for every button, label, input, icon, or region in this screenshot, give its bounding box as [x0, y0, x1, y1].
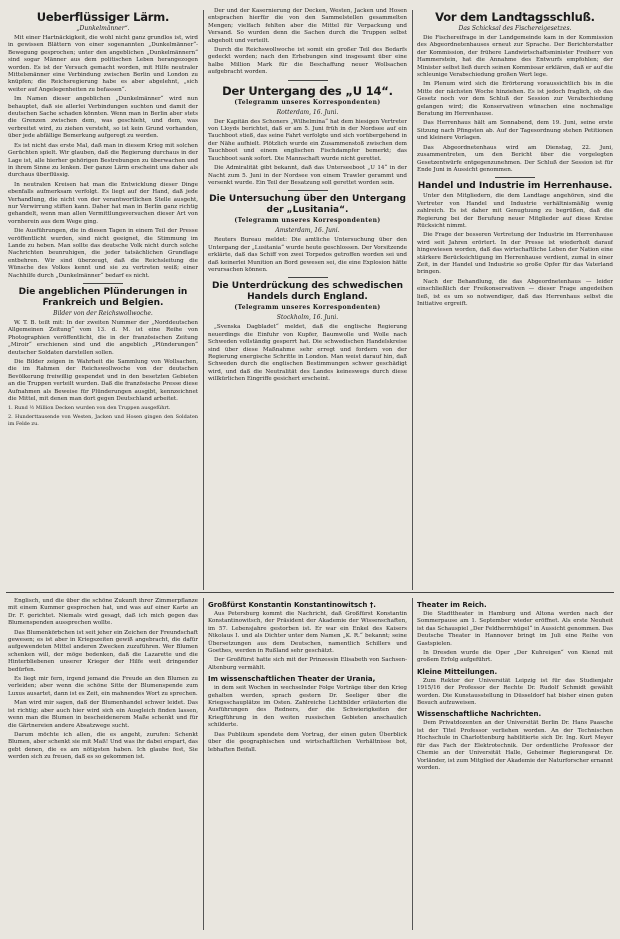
article-title: Die angeblichen Plünderungen in Frankreich und Belgien.: [18, 287, 188, 308]
article-title: Großfürst Konstantin Konstantinowitsch †.: [208, 601, 376, 609]
paragraph: Die Ausführungen, die in diesen Tagen in einem Teil der Presse veröffentlicht wurden, sind nicht geeignet, die Stimmung im Lande zu heben. Man sollte das deutsche Volk nicht durch solche Nachrichten beunruhigen, die jeder tatsächlichen Grundlage entbehren. Wir sind überzeugt, daß die Reichsleitung die Wünsche des Volkes kennt und sie zu vertreten weiß; einer Nachhilfe durch „Dunkelmänner“ bedarf es nicht.: [8, 228, 198, 279]
column-right: [417, 8, 613, 588]
telegram-note: (Telegramm unseres Korrespondenten): [234, 217, 381, 225]
paragraph: Durch die Reichswollwoche ist somit ein großer Teil des Bedarfs gedeckt worden; nach den Erhebungen sind insgesamt über eine halbe Million Mark für die Beschaffung neuer Wollsachen aufgebracht worden.: [208, 47, 407, 76]
paragraph: In neutralen Kreisen hat man die Entwicklung dieser Dinge ebenfalls aufmerksam verfolgt. Es liegt auf der Hand, daß jede Verhandlung, die nicht von der verantwortlichen Stelle ausgeht, nur Verwirrung stiften kann. Daher hat man in Berlin ganz richtig gehandelt, wenn man allen Vermittlungsversuchen dieser Art von vornherein aus dem Wege ging.: [8, 181, 198, 225]
paragraph: In Dresden wurde die Oper „Der Kuhreigen“ von Kienzl mit großem Erfolg aufgeführt.: [417, 650, 613, 664]
separator: [288, 80, 328, 81]
column-middle: [208, 8, 407, 588]
paragraph: Darum möchte ich allen, die es angeht, zurufen: Schenkt Blumen, aber schenkt sie mit Maß! Und was ihr dabei erspart, das gebt denen, die es am nötigsten haben. Ich glaube fest, Sie werden sich zu freuen, daß es so gekommen ist.: [8, 731, 198, 761]
paragraph: Englisch, und die über die schöne Zukunft ihrer Zimmerpflanze mit einem Kummer gesprochen hat, und was auf einer Karte an Dr. F. gerichtet. Niemals wird gesagt, daß ich mich gegen das Blumenspenden aussprechen wollte.: [8, 598, 198, 627]
column-rule: [203, 598, 204, 930]
article-subtitle: Bilder von der Reichswollwoche.: [53, 310, 153, 317]
paragraph: Im Plenum wird sich die Erörterung voraussichtlich bis in die Mitte der nächsten Woche hinziehen. Es ist jedoch fraglich, ob das Gesetz noch vor dem Schluß der Session zur Verabschiedung gelangen wird; die Konservativen wünschen eine nochmalige Beratung im Herrenhause.: [417, 81, 613, 118]
paragraph: Nach der Behandlung, die das Abgeordnetenhaus — leider einschließlich der Freikonservativen — dieser Frage angedeihen ließ, ist es um so notwendiger, daß das Herrenhaus selbst die Initiative ergreift.: [417, 278, 613, 307]
paragraph: Der Großfürst hatte sich mit der Prinzessin Elisabeth von Sachsen-Altenburg vermählt.: [208, 657, 407, 671]
paragraph: Zum Rektor der Universität Leipzig ist für das Studienjahr 1915/16 der Professor der Rechte Dr. Rudolf Schmidt gewählt worden. Die Kunstausstellung in Düsseldorf hat bisher einen guten Besuch aufzuweisen.: [417, 677, 613, 707]
paragraph: Die Stadttheater in Hamburg und Altona werden nach der Sommerpause am 1. September wieder eröffnet. Als erste Neuheit ist das Schauspiel „Der Feldherrnhügel“ in Aussicht genommen. Das Deutsche Theater in Hannover bringt im Juli eine Reihe von Gastspielen.: [417, 611, 613, 647]
paragraph: Die Frage der besseren Vertretung der Industrie im Herrenhause wird seit Jahren erörtert. In der Presse ist wiederholt darauf hingewiesen worden, daß das wirtschaftliche Leben der Nation eine stärkere Berücksichtigung im Herrenhause verdient, zumal in einer Zeit, in der Handel und Industrie so große Opfer für das Vaterland bringen.: [417, 232, 613, 276]
separator: [495, 177, 535, 178]
footnote: 1. Rund ½ Million Decken wurden von den Truppen ausgeführt.: [8, 405, 171, 412]
article-title: Wissenschaftliche Nachrichten.: [417, 710, 542, 719]
bottom-column-right: [417, 598, 613, 930]
column-rule: [412, 598, 413, 930]
article-title: Handel und Industrie im Herrenhause.: [417, 181, 613, 192]
bottom-column-left: [8, 598, 198, 930]
paragraph: Das Blumenkörbchen ist seit jeher ein Zeichen der Freundschaft gewesen; es ist aber in Kriegszeiten gewiß angebracht, die dafür aufgewendeten Mittel anderen Zwecken zuzuführen. Wer Blumen schenken will, der möge bedenken, daß die Lazarette und die Hinterbliebenen unserer Krieger der Hilfe weit dringender bedürfen.: [8, 629, 198, 673]
paragraph: Mit einer Hartnäckigkeit, die wohl nicht ganz grundlos ist, wird in gewissen Blättern von einer sogenannten „Dunkelmänner“-Bewegung gesprochen; unter den angeblichen „Dunkelmännern“ sind sogar Männer aus dem politischen Leben herangezogen worden. Es ist der Versuch gemacht worden, mit Hilfe neutraler Mittelsmänner eine Verbindung zwischen Berlin und London zu knüpfen; die Reichsregierung habe es aber abgelehnt, „sich weiter auf Angelegenheiten zu befassen“.: [8, 35, 198, 93]
telegram-note: (Telegramm unseres Korrespondenten): [234, 98, 381, 106]
paragraph: Der und der Kasernierung der Decken, Westen, Jacken und Hosen entsprachen hierfür die von den Sammelstellen gesammelten Mengen; vielfach fehlten aber die Mittel für Verpackung und Versand. So wurden denn die Sachen durch die Truppen selbst abgeholt und verteilt.: [208, 8, 407, 44]
article-title: Vor dem Landtagsschluß.: [435, 10, 595, 24]
separator: [288, 190, 328, 191]
article-title: Theater im Reich.: [417, 601, 487, 609]
article-title: Ueberflüssiger Lärm.: [36, 10, 170, 24]
paragraph: Unter den Mitgliedern, die dem Landtage angehören, sind die Vertreter von Handel und Industrie verhältnismäßig wenig zahlreich. Es ist daher mit Genugtuung zu begrüßen, daß die Regierung bei der Berufung neuer Mitglieder auf diese Kreise Rücksicht nimmt.: [417, 193, 613, 229]
article-title: Kleine Mitteilungen.: [417, 667, 498, 676]
paragraph: „Svenska Dagbladet“ meldet, daß die englische Regierung neuerdings die Einfuhr von Kupfer, Baumwolle und Wolle nach Schweden vollständig gesperrt hat. Die schwedischen Handelskreise sind über diese Maßnahme sehr erregt und fordern von der Regierung energische Schritte in London. Man weist darauf hin, daß Schweden durch die englischen Bestimmungen schwer geschädigt wird, und daß die Neutralität des Landes keineswegs durch diese willkürlichen Eingriffe gesichert erscheint.: [208, 324, 407, 383]
separator: [83, 283, 123, 284]
separator: [288, 277, 328, 278]
paragraph: Die Fischereifrage in der Landgemeinde kam in der Kommission des Abgeordnetenhauses erneut zur Sprache. Der Berichterstatter der Kommission, der frühere Landwirtschaftsminister Freiherr von Hammerstein, hat die Annahme des Entwurfs empfohlen; der Minister selbst ließ durch seinen Kommissar erklären, daß er auf die schleunige Verabschiedung großen Wert lege.: [417, 35, 613, 79]
section-divider: [6, 592, 614, 593]
paragraph: Im Namen dieser angeblichen „Dunkelmänner“ wird nun behauptet, daß sie allerlei Verbindungen suchten und damit der deutschen Sache schaden könnten. Wenn man in Berlin aber stets die Grenzen zwischen dem, was geschieht, und dem, was verbreitet wird, zu ziehen versteht, so ist kein Grund vorhanden, über jede abfällige Bemerkung aufgeregt zu werden.: [8, 96, 198, 140]
paragraph: in dem seit Wochen in wechselnder Folge Vorträge über den Krieg gehalten werden, sprach gestern Dr. Seeliger über die Kriegsschauplätze im Osten. Zahlreiche Lichtbilder erläuterten die Ausführungen des Redners, der die Schwierigkeiten der Kriegführung in den weiten russischen Gebieten anschaulich schilderte.: [208, 685, 407, 729]
article-subtitle: Das Schicksal des Fischereigesetzes.: [458, 25, 572, 32]
article-subtitle: „Dunkelmänner“.: [76, 25, 130, 32]
paragraph: Man wird mir sagen, daß der Blumenhandel schwer leidet. Das ist richtig; aber auch hier wird sich ein Ausgleich finden lassen, wenn man die Blumen in bescheidenerem Maße schenkt und für die Gärtnereien andere Absatzwege sucht.: [8, 700, 198, 729]
article-title: Im wissenschaftlichen Theater der Urania,: [208, 675, 376, 684]
column-rule: [203, 10, 204, 590]
paragraph: Die Bilder zeigen in Wahrheit die Sammlung von Wollsachen, die im Rahmen der Reichswollwoche von der deutschen Bevölkerung freiwillig gespendet und in den besetzten Gebieten an die Truppen verteilt wurden. Daß die französische Presse diese Aufnahmen als Beweise für Plünderungen ausgibt, kennzeichnet die Mittel, mit denen man dort gegen Deutschland arbeitet.: [8, 359, 198, 403]
paragraph: W. T. B. teilt mit: In der zweiten Nummer der „Norddeutschen Allgemeinen Zeitung“ vom 13. d. M. ist eine Reihe von Photographien veröffentlicht, die in der französischen Zeitung „Miroir“ erschienen sind und die angeblich „Plünderungen“ deutscher Soldaten darstellen sollen.: [8, 320, 198, 356]
article-title: Die Untersuchung über den Untergang der „Lusitania“.: [209, 194, 406, 216]
paragraph: Es ist nicht das erste Mal, daß man in diesem Krieg mit solchen Gerüchten spielt. Wir glauben, daß die Regierung durchaus in der Lage ist, alle hierher gehörigen Bestrebungen zu überwachen und in ihrem Sinne zu lenken. Der ganze Lärm erscheint uns daher als durchaus überflüssig.: [8, 142, 198, 179]
paragraph: Dem Privatdozenten an der Universität Berlin Dr. Hans Paasche ist der Titel Professor verliehen worden. An der Technischen Hochschule in Charlottenburg habilitierte sich Dr. Ing. Kurt Meyer für das Fach der Elektrotechnik. Der ordentliche Professor der Chemie an der Universität Halle, Geheimer Regierungsrat Dr. Vorländer, ist zum Mitglied der Akademie der Naturforscher ernannt worden.: [417, 720, 613, 771]
paragraph: Es liegt mir fern, irgend jemand die Freude an den Blumen zu verleiden; aber wenn die schöne Sitte der Blumenspende zum Luxus ausartet, dann ist es Zeit, ein mahnendes Wort zu sprechen.: [8, 676, 198, 697]
telegram-note: (Telegramm unseres Korrespondenten): [234, 304, 381, 312]
paragraph: Der Kapitän des Schoners „Wilhelmina“ hat dem hiesigen Vertreter von Lloyds berichtet, daß er am 5. Juni früh in der Nordsee auf ein Tauchboot stieß, das seine Fahrt verfolgte und sich vorübergehend in der Nähe aufhielt. Plötzlich wurde ein Zusammenstoß zwischen dem Tauchboot und einem englischen Fischdampfer bemerkt; das Tauchboot sank sofort. Die Mannschaft wurde nicht gerettet.: [208, 118, 407, 162]
paragraph: Das Publikum spendete dem Vortrag, der einen guten Überblick über die geographischen und wirtschaftlichen Verhältnisse bot, lebhaften Beifall.: [208, 731, 407, 753]
paragraph: Das Abgeordnetenhaus wird am Dienstag, 22. Juni, zusammentreten, um den Bericht über die vorgelegten Gesetzentwürfe entgegenzunehmen. Der Schluß der Session ist für Ende Juni in Aussicht genommen.: [417, 144, 613, 173]
paragraph: Aus Petersburg kommt die Nachricht, daß Großfürst Konstantin Konstantinowitsch, der Präsident der Akademie der Wissenschaften, im 57. Lebensjahre gestorben ist. Er war ein Enkel des Kaisers Nikolaus I. und als Dichter unter dem Namen „K. R.“ bekannt; seine Übersetzungen aus dem Deutschen, namentlich Schillers und Goethes, werden in Rußland sehr geschätzt.: [208, 611, 407, 655]
article-title: Die Unterdrückung des schwedischen Handels durch England.: [211, 281, 404, 303]
article-title: Der Untergang des „U 14“.: [222, 83, 393, 98]
dateline: Rotterdam, 16. Juni.: [276, 108, 339, 116]
column-left: [8, 8, 198, 588]
dateline: Amsterdam, 16. Juni.: [275, 227, 340, 235]
footnote: 2. Hunderttausende von Westen, Jacken und Hosen gingen den Soldaten im Felde zu.: [8, 414, 198, 427]
bottom-column-middle: [208, 598, 407, 930]
paragraph: Reuters Bureau meldet: Die amtliche Untersuchung über den Untergang der „Lusitania“ wurde heute geschlossen. Der Vorsitzende erklärte, daß das Schiff von zwei Torpedos getroffen worden sei und daß keinerlei Munition an Bord gewesen sei, die eine Explosion hätte verursachen können.: [208, 237, 407, 273]
column-rule: [412, 10, 413, 590]
paragraph: Das Herrenhaus hält am Sonnabend, dem 19. Juni, seine erste Sitzung nach Pfingsten ab. Auf der Tagesordnung stehen Petitionen und kleinere Vorlagen.: [417, 120, 613, 142]
dateline: Stockholm, 16. Juni.: [276, 314, 339, 322]
paragraph: Die Admiralität gibt bekannt, daß das Unterseeboot „U 14“ in der Nacht zum 5. Juni in der Nordsee von einem Trawler gerammt und versenkt wurde. Ein Teil der Besatzung soll gerettet worden sein.: [208, 165, 407, 186]
